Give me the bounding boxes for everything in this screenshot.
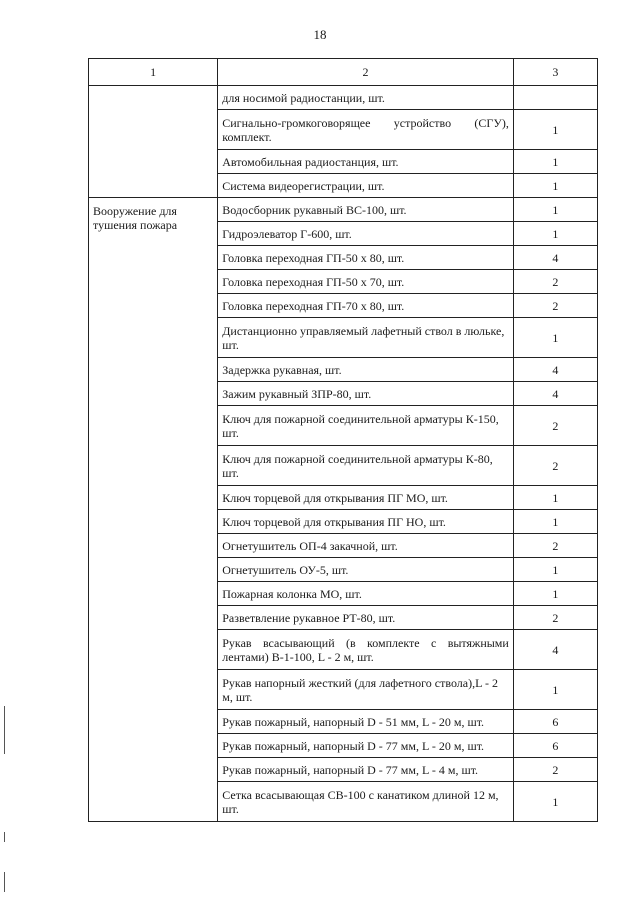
item-cell — [218, 222, 514, 246]
item-cell — [218, 318, 514, 358]
column-header-3: 3 — [513, 59, 597, 86]
quantity-cell: 4 — [513, 382, 597, 406]
item-label: Задержка рукавная, шт. — [222, 362, 342, 377]
item-cell — [218, 606, 514, 630]
quantity-cell: 1 — [513, 110, 597, 150]
scan-margin-mark — [4, 872, 5, 892]
item-cell — [218, 150, 514, 174]
item-cell — [218, 358, 514, 382]
item-cell — [218, 446, 514, 486]
item-cell — [218, 110, 514, 150]
item-label: Головка переходная ГП-70 х 80, шт. — [222, 298, 405, 313]
quantity-cell: 6 — [513, 710, 597, 734]
item-label: Дистанционно управляемый лафетный ствол в люльке, шт. — [222, 323, 505, 352]
item-cell — [218, 486, 514, 510]
quantity-cell: 2 — [513, 270, 597, 294]
item-label: Автомобильная радиостанция, шт. — [222, 154, 399, 169]
item-label: Рукав всасывающий (в комплекте с вытяжными лентами) В-1-100, L - 2 м, шт. — [222, 635, 509, 664]
item-label: Рукав напорный жесткий (для лафетного ствола),L - 2 м, шт. — [222, 675, 498, 704]
item-label: Рукав пожарный, напорный D - 77 мм, L - 20 м, шт. — [222, 738, 485, 753]
item-label: Ключ для пожарной соединительной арматуры К-80, шт. — [222, 451, 493, 480]
item-label: Рукав пожарный, напорный D - 51 мм, L - 20 м, шт. — [222, 714, 485, 729]
quantity-cell: 2 — [513, 446, 597, 486]
item-cell — [218, 246, 514, 270]
quantity-cell: 1 — [513, 198, 597, 222]
item-label: Сетка всасывающая СВ-100 с канатиком длиной 12 м, шт. — [222, 787, 499, 816]
item-cell — [218, 510, 514, 534]
item-cell — [218, 174, 514, 198]
table-row — [89, 198, 598, 222]
quantity-cell: 1 — [513, 782, 597, 822]
item-label: Пожарная колонка МО, шт. — [222, 586, 362, 601]
quantity-cell: 2 — [513, 294, 597, 318]
item-cell — [218, 294, 514, 318]
quantity-cell: 1 — [513, 318, 597, 358]
quantity-cell: 1 — [513, 222, 597, 246]
item-label: Система видеорегистрации, шт. — [222, 178, 385, 193]
item-label: Рукав пожарный, напорный D - 77 мм, L - 4 м, шт. — [222, 762, 479, 777]
item-label: Ключ для пожарной соединительной арматуры К-150, шт. — [222, 411, 499, 440]
quantity-cell: 2 — [513, 606, 597, 630]
item-label: Головка переходная ГП-50 х 80, шт. — [222, 250, 405, 265]
quantity-cell: 1 — [513, 150, 597, 174]
category-cell: Вооружение для тушения пожара — [89, 198, 218, 822]
item-label: Разветвление рукавное РТ-80, шт. — [222, 610, 396, 625]
item-cell — [218, 270, 514, 294]
item-cell — [218, 382, 514, 406]
item-cell — [218, 86, 514, 110]
quantity-cell: 1 — [513, 582, 597, 606]
item-cell — [218, 534, 514, 558]
item-cell — [218, 558, 514, 582]
item-label: Ключ торцевой для открывания ПГ НО, шт. — [222, 514, 446, 529]
table-row — [89, 86, 598, 110]
quantity-cell: 2 — [513, 758, 597, 782]
quantity-cell: 4 — [513, 630, 597, 670]
page-number: 18 — [313, 27, 327, 42]
item-cell — [218, 758, 514, 782]
item-cell — [218, 710, 514, 734]
item-cell — [218, 406, 514, 446]
quantity-cell: 1 — [513, 486, 597, 510]
quantity-cell: 2 — [513, 406, 597, 446]
quantity-cell: 1 — [513, 670, 597, 710]
item-label: Головка переходная ГП-50 х 70, шт. — [222, 274, 405, 289]
quantity-cell: 2 — [513, 534, 597, 558]
item-label: Водосборник рукавный ВС-100, шт. — [222, 202, 407, 217]
item-cell — [218, 734, 514, 758]
table-header-row — [89, 59, 598, 86]
quantity-cell: 4 — [513, 246, 597, 270]
quantity-cell: 1 — [513, 510, 597, 534]
column-header-1: 1 — [89, 59, 218, 86]
scan-margin-mark — [4, 832, 5, 842]
item-cell — [218, 782, 514, 822]
item-label: Сигнально-громкоговорящее устройство (СГУ), комплект. — [222, 115, 509, 144]
quantity-cell: 1 — [513, 174, 597, 198]
item-label: Огнетушитель ОУ-5, шт. — [222, 562, 349, 577]
quantity-cell — [513, 86, 597, 110]
item-label: Зажим рукавный ЗПР-80, шт. — [222, 386, 372, 401]
item-cell — [218, 630, 514, 670]
quantity-cell: 4 — [513, 358, 597, 382]
item-cell — [218, 198, 514, 222]
scan-margin-mark — [4, 706, 5, 754]
item-label: Огнетушитель ОП-4 закачной, шт. — [222, 538, 398, 553]
item-cell — [218, 582, 514, 606]
item-label: для носимой радиостанции, шт. — [222, 90, 385, 105]
item-label: Ключ торцевой для открывания ПГ МО, шт. — [222, 490, 448, 505]
quantity-cell: 6 — [513, 734, 597, 758]
item-label: Гидроэлеватор Г-600, шт. — [222, 226, 352, 241]
equipment-table — [88, 58, 598, 822]
item-cell — [218, 670, 514, 710]
category-cell — [89, 86, 218, 198]
quantity-cell: 1 — [513, 558, 597, 582]
column-header-2: 2 — [218, 59, 514, 86]
